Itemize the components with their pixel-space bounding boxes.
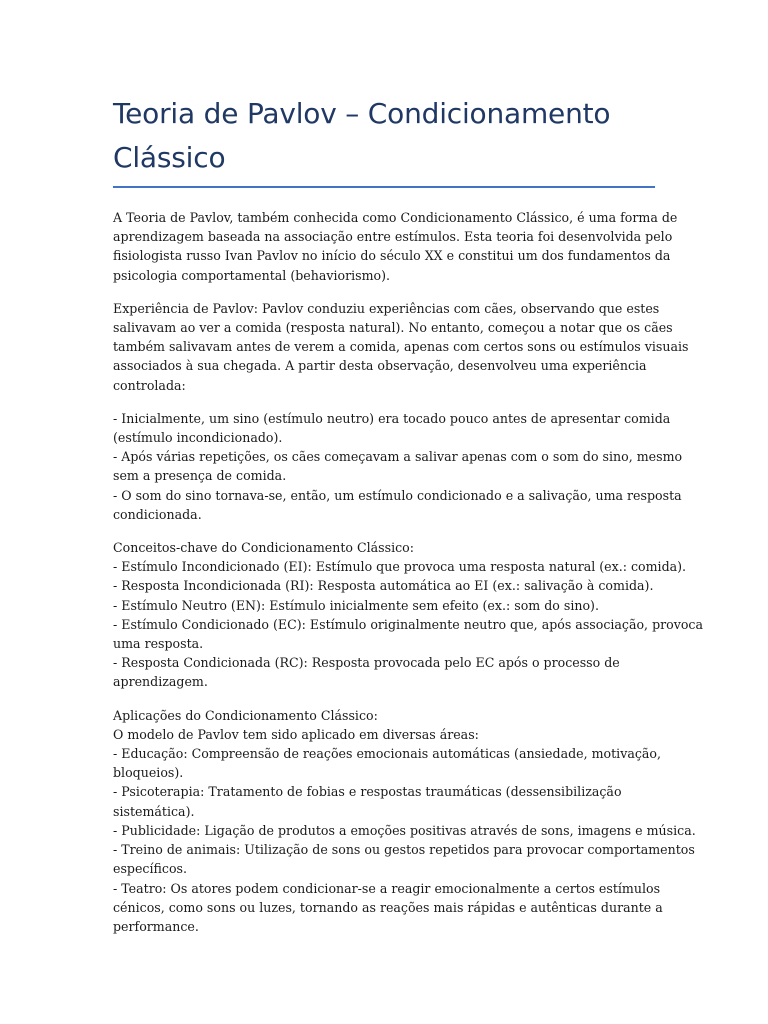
text-line: sem a presença de comida. bbox=[113, 468, 287, 484]
document-page bbox=[113, 92, 703, 950]
paragraph-key-concepts bbox=[113, 538, 703, 692]
paragraph-applications bbox=[113, 706, 696, 936]
text-line: controlada: bbox=[113, 377, 186, 393]
paragraph-steps bbox=[113, 409, 683, 524]
text-line: cénicos, como sons ou luzes, tornando as reações mais rápidas e autênticas durante a bbox=[113, 899, 663, 915]
text-line: uma resposta. bbox=[113, 636, 204, 652]
text-line: A Teoria de Pavlov, também conhecida como Condicionamento Clássico, é uma forma de bbox=[113, 210, 678, 225]
text-line: sistemática). bbox=[113, 803, 195, 819]
text-line: Experiência de Pavlov: Pavlov conduziu experiências com cães, observando que estes bbox=[113, 300, 660, 316]
text-line: - Educação: Compreensão de reações emocionais automáticas (ansiedade, motivação, bbox=[113, 746, 661, 762]
text-line: - Treino de animais: Utilização de sons ou gestos repetidos para provocar comportamentos bbox=[113, 842, 695, 858]
text-line: - Estímulo Neutro (EN): Estímulo inicialmente sem efeito (ex.: som do sino). bbox=[113, 597, 599, 613]
text-line: Conceitos-chave do Condicionamento Clássico: bbox=[113, 540, 414, 556]
text-line: associados à sua chegada. A partir desta observação, desenvolveu uma experiência bbox=[113, 358, 647, 374]
text-line: - Inicialmente, um sino (estímulo neutro) era tocado pouco antes de apresentar comida bbox=[113, 410, 671, 426]
paragraph-intro bbox=[113, 208, 678, 285]
text-line: salivavam ao ver a comida (resposta natural). No entanto, começou a notar que os cães bbox=[113, 320, 673, 336]
text-line: O modelo de Pavlov tem sido aplicado em diversas áreas: bbox=[113, 726, 479, 742]
document-title bbox=[113, 92, 658, 186]
text-line: - Resposta Incondicionada (RI): Resposta automática ao EI (ex.: salivação à comida). bbox=[113, 578, 654, 594]
text-line: bloqueios). bbox=[113, 765, 184, 781]
text-line: - Estímulo Incondicionado (EI): Estímulo que provoca uma resposta natural (ex.: comida). bbox=[113, 559, 687, 575]
text-line: fisiologista russo Ivan Pavlov no início do século XX e constitui um dos fundamentos da bbox=[113, 248, 671, 264]
paragraph-experiment bbox=[113, 299, 689, 395]
text-line: (estímulo incondicionado). bbox=[113, 430, 283, 446]
text-line: aprendizagem. bbox=[113, 674, 208, 690]
text-line: - O som do sino tornava-se, então, um estímulo condicionado e a salivação, uma resposta bbox=[113, 487, 682, 503]
text-line: aprendizagem baseada na associação entre estímulos. Esta teoria foi desenvolvida pelo bbox=[113, 229, 673, 245]
text-line: também salivavam antes de verem a comida, apenas com certos sons ou estímulos visuais bbox=[113, 339, 689, 355]
text-line: - Teatro: Os atores podem condicionar-se a reagir emocionalmente a certos estímulos bbox=[113, 880, 661, 896]
text-line: - Estímulo Condicionado (EC): Estímulo originalmente neutro que, após associação, provoca bbox=[113, 616, 703, 632]
text-line: - Resposta Condicionada (RC): Resposta provocada pelo EC após o processo de bbox=[113, 655, 620, 671]
text-line: condicionada. bbox=[113, 506, 202, 522]
text-line: - Após várias repetições, os cães começavam a salivar apenas com o som do sino, mesmo bbox=[113, 449, 683, 465]
text-line: - Publicidade: Ligação de produtos a emoções positivas através de sons, imagens e música. bbox=[113, 822, 696, 838]
title-divider bbox=[113, 186, 655, 188]
title-line: Clássico bbox=[113, 141, 226, 174]
title-line: Teoria de Pavlov – Condicionamento bbox=[113, 97, 611, 130]
text-line: psicologia comportamental (behaviorismo). bbox=[113, 267, 391, 283]
text-line: performance. bbox=[113, 918, 199, 934]
text-line: Aplicações do Condicionamento Clássico: bbox=[113, 707, 378, 723]
text-line: específicos. bbox=[113, 861, 188, 877]
text-line: - Psicoterapia: Tratamento de fobias e respostas traumáticas (dessensibilização bbox=[113, 784, 622, 800]
